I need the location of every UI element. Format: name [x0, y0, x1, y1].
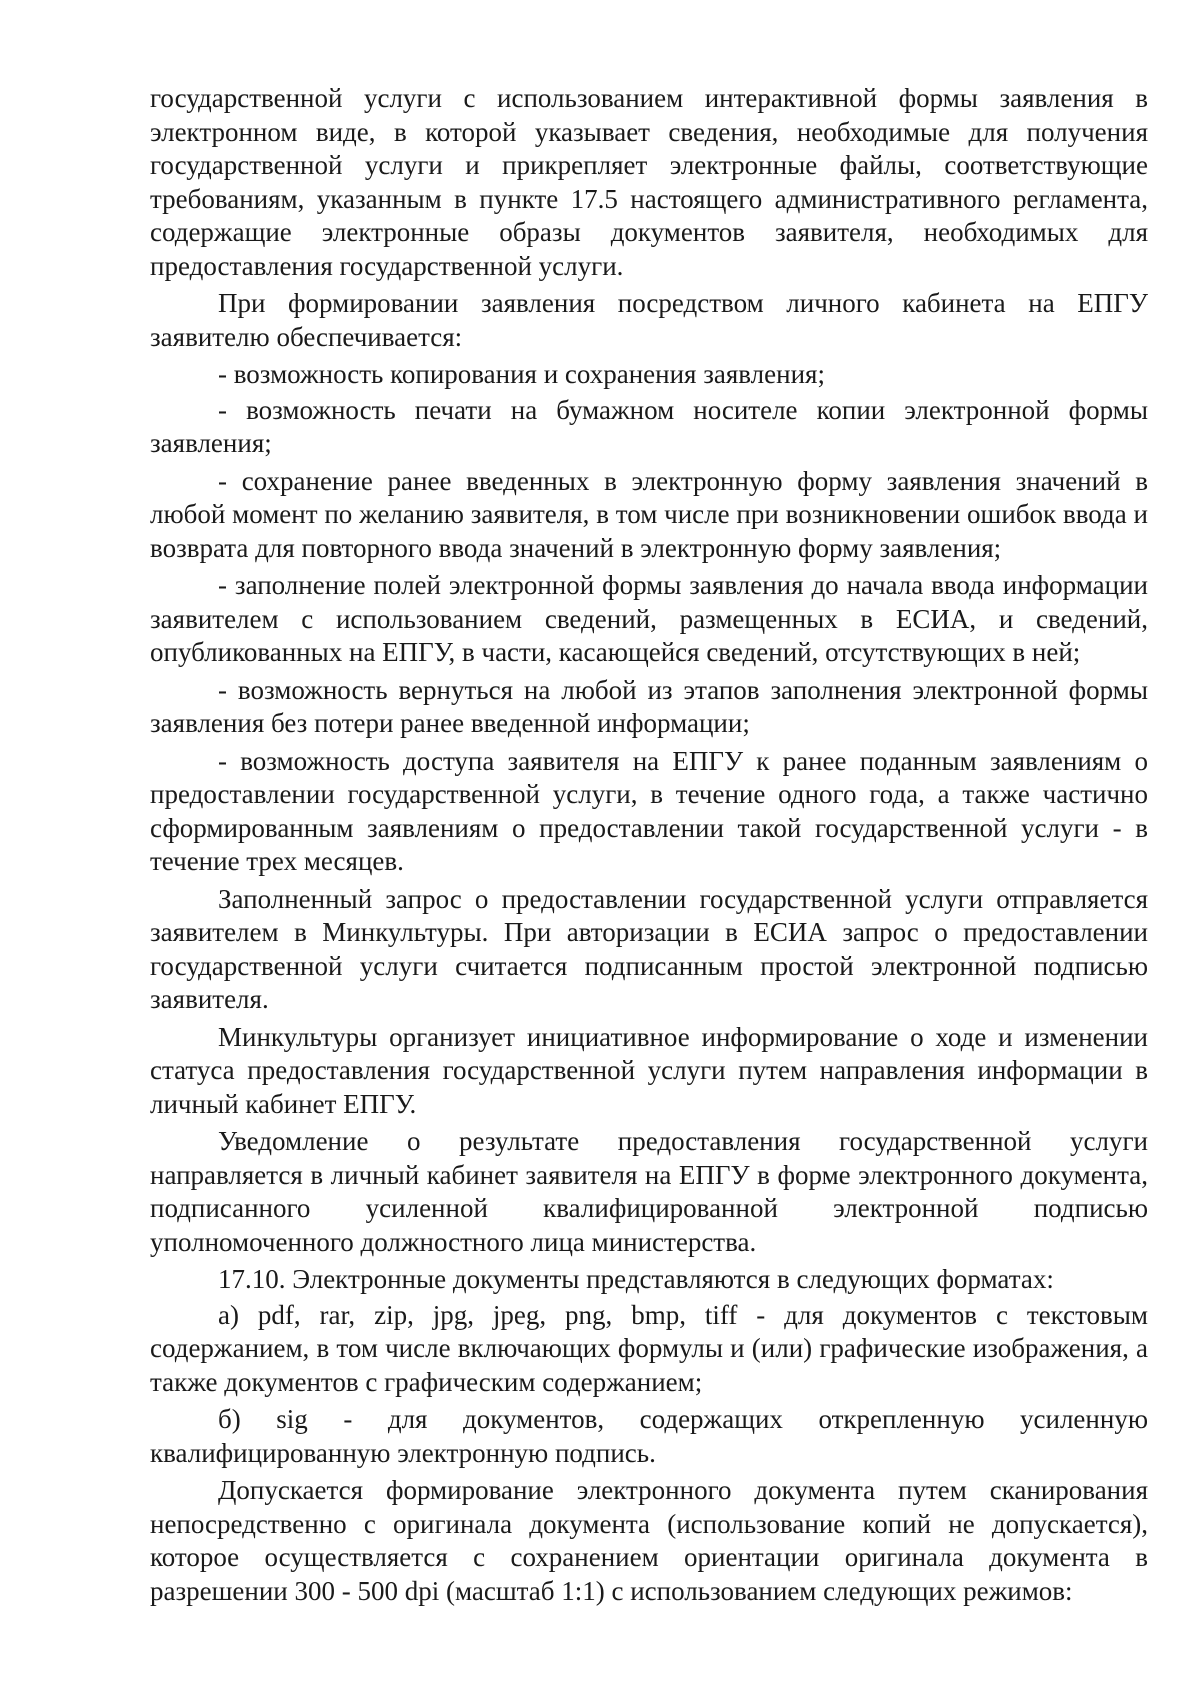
list-item: а) pdf, rar, zip, jpg, jpeg, png, bmp, tiff - для документов с текстовым содержанием, в том числе включающих формулы и (или) графические изображения, а также документов с графическим содержанием;: [150, 1299, 1148, 1397]
paragraph: Уведомление о результате предоставления государственной услуги направляется в личный кабинет заявителя на ЕПГУ в форме электронного документа, подписанного усиленной квалифицированной электронной подписью уполномоченного должностного лица министерства.: [150, 1126, 1148, 1257]
paragraph: государственной услуги с использованием интерактивной формы заявления в электронном виде, в которой указывает сведения, необходимые для получения государственной услуги и прикрепляет электронные файлы, соответствующие требованиям, указанным в пункте 17.5 настоящего административного регламента, содержащие электронные образы документов заявителя, необходимых для предоставления государственной услуги.: [150, 83, 1148, 281]
list-item: - возможность печати на бумажном носителе копии электронной формы заявления;: [150, 394, 1148, 458]
list-item: б) sig - для документов, содержащих открепленную усиленную квалифицированную электронную подпись.: [150, 1404, 1148, 1468]
section-heading: 17.10. Электронные документы представляются в следующих форматах:: [218, 1264, 1054, 1294]
list-item: - заполнение полей электронной формы заявления до начала ввода информации заявителем с использованием сведений, размещенных в ЕСИА, и сведений, опубликованных на ЕПГУ, в части, касающейся сведений, отсутствующих в ней;: [150, 570, 1148, 667]
list-item: - сохранение ранее введенных в электронную форму заявления значений в любой момент по желанию заявителя, в том числе при возникновении ошибок ввода и возврата для повторного ввода значений в электронную форму заявления;: [150, 465, 1148, 563]
paragraph: При формировании заявления посредством личного кабинета на ЕПГУ заявителю обеспечивается:: [150, 288, 1148, 352]
list-item: - возможность вернуться на любой из этапов заполнения электронной формы заявления без потери ранее введенной информации;: [150, 674, 1148, 738]
list-item: - возможность копирования и сохранения заявления;: [218, 359, 825, 389]
paragraph: Заполненный запрос о предоставлении государственной услуги отправляется заявителем в Минкультуры. При авторизации в ЕСИА запрос о предоставлении государственной услуги считается подписанным простой электронной подписью заявителя.: [150, 883, 1148, 1014]
list-item: - возможность доступа заявителя на ЕПГУ к ранее поданным заявлениям о предоставлении государственной услуги, в течение одного года, а также частично сформированным заявлениям о предоставлении такой государственной услуги - в течение трех месяцев.: [150, 745, 1148, 876]
paragraph: Минкультуры организует инициативное информирование о ходе и изменении статуса предоставления государственной услуги путем направления информации в личный кабинет ЕПГУ.: [150, 1021, 1148, 1119]
paragraph: Допускается формирование электронного документа путем сканирования непосредственно с оригинала документа (использование копий не допускается), которое осуществляется с сохранением ориентации оригинала документа в разрешении 300 - 500 dpi (масштаб 1:1) с использованием следующих режимов:: [150, 1475, 1148, 1606]
